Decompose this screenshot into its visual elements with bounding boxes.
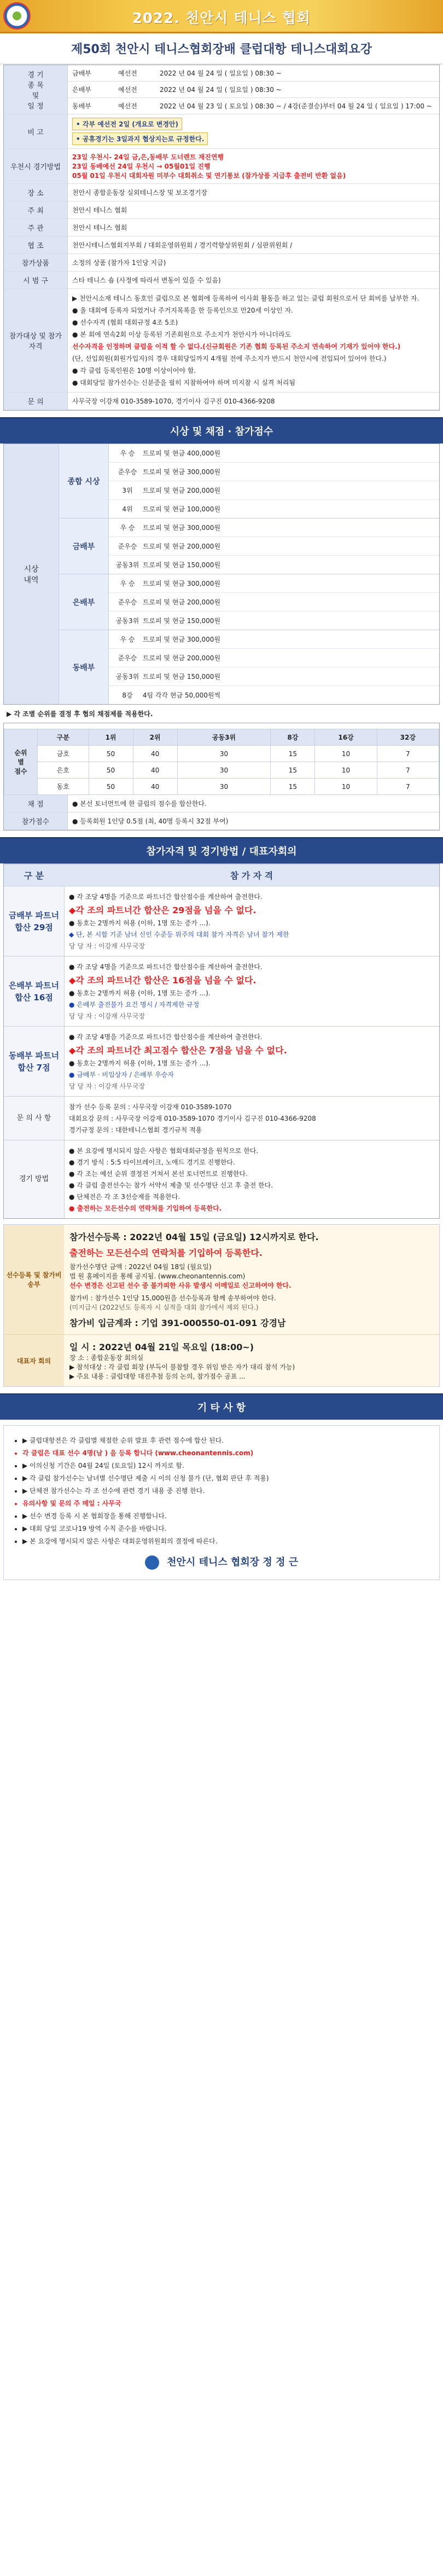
qual-item: ● 금배부 · 비입상자 / 은배부 우승자 [69, 1071, 174, 1079]
event-gold-sub: 예선전 [114, 65, 155, 82]
place: 우 승 [120, 524, 135, 532]
qual-row-bronze [4, 1027, 439, 1097]
place: 우 승 [120, 449, 135, 457]
prize-row [109, 593, 439, 612]
method-label: 경기 방법 [4, 1140, 65, 1218]
qual-item: ● 각 조당 4명을 기준으로 파트너간 합산점수를 계산하여 출전한다. [69, 1033, 263, 1041]
page-title: 제50회 천안시 테니스협회장배 클럽대항 테니스대회요강 [0, 33, 443, 65]
registration-line-2: 법 원 홈페이지를 통해 공지됨. (www.cheonantennis.com) [69, 1272, 246, 1280]
tournament-bronze [59, 630, 439, 704]
qual-item-1: ● 올 대회에 등록자 되었거나 주거지목록을 한 등록인으로 만20세 이상인 자. [72, 307, 293, 314]
points-cell: 40 [133, 779, 177, 795]
method-item: ● 본 요강에 명시되지 않은 사항은 협회대회규정을 원칙으로 한다. [69, 1147, 259, 1155]
qual-item-4: 선수자격을 인정하며 클럽을 이적 할 수 없다.(신규회원은 기존 협회 등록된 주소지 연속하여 기재가 있어야 한다.) [72, 343, 401, 350]
prize: 트로피 및 현금 200,000원 [142, 654, 221, 662]
prize: 트로피 및 현금 400,000원 [142, 449, 221, 457]
prize-row [109, 463, 439, 481]
tournament-name: 종합 시상 [59, 444, 109, 518]
etc-header: 기 타 사 항 [0, 1393, 443, 1420]
etc-item: • 각 클럽은 대표 선수 4명(남 ) 을 등록 합니다 (www.cheonantennis.com) [22, 1448, 430, 1457]
qual-item: ◆각 조의 파트너간 합산은 29점을 넘을 수 없다. [69, 905, 257, 915]
points-cell: 40 [133, 762, 177, 779]
rain-line-1: 23일 동배예선 24일 우천시 → 05월01일 진행 [72, 163, 211, 170]
points-cell: 금호 [38, 746, 89, 762]
tournament-gold [59, 518, 439, 574]
qual-item: ● 동호는 2명까지 허용 (이하, 1명 또는 증가 ...). [69, 919, 211, 927]
event-gold: 금배부 [68, 65, 114, 82]
contact-value: 사무국장 이강재 010-3589-1070 경기이사 김구진 010-4366-9208 [115, 1115, 316, 1122]
coop-value: 천안시테니스협회지부회 / 대회운영위원회 / 경기력향상위원회 / 심판위원회 / [68, 237, 440, 254]
method-item: ● 각 조는 예선 순위 결정전 거쳐서 본선 토너먼트로 진행한다. [69, 1170, 248, 1178]
points-cell: 30 [177, 746, 271, 762]
qual-col-a: 구 분 [24, 871, 44, 881]
prize-row [109, 686, 439, 704]
place: 공동3위 [115, 617, 139, 625]
points-head-4: 8강 [271, 729, 315, 746]
qual-left: 동배부 파트너 합산 7점 [4, 1027, 65, 1096]
meeting-item-0: ▶ 참석대상 : 각 클럽 회장 (부득이 불참할 경우 위임 받은 자가 대리 참석 가능) [69, 1363, 295, 1371]
points-table-sidelabel: 순위 별 점수 [4, 729, 38, 795]
place: 8강 [122, 691, 133, 699]
organizer-value: 천안시 테니스 협회 [68, 219, 440, 237]
overview-section [3, 65, 440, 411]
prize: 트로피 및 현금 300,000원 [142, 468, 221, 476]
prize-label: 시상 내역 [4, 444, 59, 704]
top-banner [0, 0, 443, 33]
registration-account: 참가비 입금계좌 : 기업 391-000550-01-091 강경남 [69, 1318, 286, 1328]
points-cell: 10 [315, 746, 377, 762]
banner-title: 2022. 천안시 테니스 협회 [132, 10, 311, 27]
qual-item: 당 당 자 : 이강재 사무국장 [69, 1082, 145, 1090]
registration-fee-note: (미지급시 (2022년도 등록자 시 실적을 대회 참가에서 제외 된다.) [69, 1304, 259, 1311]
rain-cell [68, 149, 440, 184]
prize: 트로피 및 현금 300,000원 [142, 580, 221, 587]
points-cell: 50 [89, 779, 133, 795]
fee-value: 소정의 상품 (참가자 1인당 지급) [68, 254, 440, 272]
coop-label: 협 조 [4, 237, 68, 254]
rain-label: 우천시 경기방법 [4, 149, 68, 184]
points-head-6: 32강 [377, 729, 439, 746]
registration-line-1: 참가선수명단 금액 : 2022년 04월 18일 (월요일) [69, 1263, 212, 1271]
qual-item: 당 당 자 : 이강재 사무국장 [69, 1012, 145, 1020]
method-item: ● 단체전은 각 조 3선승제를 적용한다. [69, 1193, 180, 1201]
etc-item: • ▶ 선수 변경 등록 시 본 협회장을 통해 진행합니다. [22, 1511, 430, 1520]
rain-line-2: 05월 01일 우천시 대회자원 미부수 대회취소 및 연기통보 (참가상품 지급후 출전비 반환 없음) [72, 172, 346, 180]
place: 4위 [122, 505, 133, 513]
points-head-3: 공동3위 [177, 729, 271, 746]
prize-row [109, 649, 439, 667]
fee-label: 참가상품 [4, 254, 68, 272]
qual-left: 은배부 파트너 합산 16점 [4, 956, 65, 1026]
etc-item: • 유의사항 및 문의 주 메일 : 사무국 [22, 1499, 430, 1508]
points-cell: 10 [315, 762, 377, 779]
points-cell: 은호 [38, 762, 89, 779]
tournament-name: 동배부 [59, 630, 109, 704]
event-silver-time: 2022 년 04 월 24 일 ( 일요일 ) 08:30 ~ [155, 82, 439, 98]
event-bronze-sub: 예선전 [114, 98, 155, 114]
place: 공동3위 [115, 561, 139, 569]
tournament-silver [59, 574, 439, 630]
event-bronze: 동배부 [68, 98, 114, 114]
schedule-label: 경 기 종 목 및 일 정 [4, 65, 68, 114]
contact-label: 문 의 [4, 393, 68, 410]
qual-item: ● 각 조당 4명을 기준으로 파트너간 합산점수를 계산하여 출전한다. [69, 893, 263, 901]
qual-item: ◆각 조의 파트너간 최고점수 합산은 7점을 넘을 수 없다. [69, 1045, 287, 1056]
points-label: 참가점수 [4, 812, 68, 830]
qual-item-0: ▶ 천안시소재 테니스 동호인 클럽으로 본 협회에 등록하여 이사회 활동을 하고 있는 클럽 회원으로서 단 회비를 납부한 자. [72, 295, 419, 302]
prize-row [109, 537, 439, 556]
registration-deadline: 참가선수등록 : 2022년 04월 15일 (금요일) 12시까지로 한다. [69, 1232, 319, 1242]
points-cell: 7 [377, 779, 439, 795]
points-cell: 15 [271, 779, 315, 795]
etc-item: • ▶ 대회 당일 코로나19 방역 수칙 준수를 바랍니다. [22, 1524, 430, 1533]
tournament-name: 금배부 [59, 518, 109, 574]
contact-value: 사무국장 이강재 010-3589-1070, 경기이사 김구진 010-4366-9208 [68, 393, 440, 410]
qual-left: 금배부 파트너 합산 29점 [4, 886, 65, 956]
association-logo-icon [145, 1555, 159, 1570]
points-cell: 동호 [38, 779, 89, 795]
prize: 트로피 및 현금 200,000원 [142, 598, 221, 606]
qual-item-2: ● 선수자격 (협회 대회규정 4조 5조) [72, 319, 178, 326]
place: 준우승 [118, 543, 137, 550]
etc-item: • ▶ 단체전 참가선수는 각 조 선수에 관련 경기 내용 중 진행 한다. [22, 1486, 430, 1495]
points-cell: 10 [315, 779, 377, 795]
prize-row [109, 481, 439, 500]
tournament-name: 은배부 [59, 574, 109, 630]
qual-row-silver [4, 956, 439, 1027]
place: 준우승 [118, 598, 137, 606]
scoring-table [4, 795, 439, 830]
qualification-header: 참가자격 및 경기방법 / 대표자회의 [0, 837, 443, 863]
prize-row [109, 630, 439, 649]
scoring-value: ● 본선 토너먼트에 한 클럽의 점수를 합산한다. [68, 795, 440, 812]
points-head-2: 2위 [133, 729, 177, 746]
event-bronze-time: 2022 년 04 월 23 일 ( 토요일 ) 08:30 ~ / 4강(준결승)부터 04 월 24 일 ( 일요일 ) 17:00 ~ [155, 98, 439, 114]
method-row [4, 1140, 439, 1218]
contact-line [69, 1114, 435, 1123]
contact-value: 사무국장 이강재 010-3589-1070 [132, 1103, 232, 1111]
points-table-section [3, 723, 440, 831]
sponsor-label: 시 범 구 [4, 272, 68, 289]
prize-section [3, 443, 440, 705]
points-value: ● 등록회원 1인당 0.5점 (최, 40명 등록시 32점 부여) [68, 812, 440, 830]
note-pill-1: • 각부 예선전 2일 (개요로 변경안) [72, 118, 182, 130]
prize-row [109, 518, 439, 537]
qualification-cell [68, 289, 440, 393]
points-cell: 40 [133, 746, 177, 762]
qual-item-6: ● 각 클럽 등록인원은 10명 이상이어야 함. [72, 367, 196, 374]
contact-key: 경기규정 문의 : [69, 1126, 114, 1134]
points-cell: 30 [177, 779, 271, 795]
organizer-label: 주 관 [4, 219, 68, 237]
event-silver: 은배부 [68, 82, 114, 98]
signature-text: 천안시 테니스 협회장 정 정 근 [167, 1557, 299, 1568]
etc-item: • ▶ 본 요강에 명시되지 않은 사항은 대회운영위원회의 결정에 따른다. [22, 1536, 430, 1546]
note-cell [68, 114, 440, 149]
registration-must: 출전하는 모든선수의 연락처를 기입하여 등록한다. [69, 1248, 263, 1258]
rain-title: 23일 우천시- 24일 금,은,동배부 도너렌트 재진연행 [72, 153, 224, 161]
prize: 트로피 및 현금 100,000원 [142, 505, 221, 513]
venue-value: 천안시 종합운동장 실외테니스장 및 보조경기장 [68, 184, 440, 201]
points-head-5: 16강 [315, 729, 377, 746]
note-pill-2: • 공휴경기는 3일과지 협상지는로 규정한다. [72, 132, 208, 145]
prize-row [109, 574, 439, 593]
place: 우 승 [120, 636, 135, 643]
etc-section [3, 1425, 440, 1580]
qual-item-3: ● 본 회에 연속2회 이상 등록된 기존회원으로 주소지가 천안시가 아니더라도 [72, 331, 292, 338]
scoring-label: 채 점 [4, 795, 68, 812]
contact-value: 대한테니스협회 경기규칙 적용 [115, 1126, 202, 1134]
points-cell: 50 [89, 762, 133, 779]
qual-item: 당 당 자 : 이강재 사무국장 [69, 942, 145, 950]
prize-row [109, 444, 439, 463]
meeting-time: 일 시 : 2022년 04월 21일 목요일 (18:00~) [69, 1342, 254, 1352]
registration-line-3: 선수 변경은 신고된 선수 중 불가피한 사유 발생시 이메일로 신고하여야 한다. [69, 1282, 292, 1289]
event-gold-time: 2022 년 04 월 24 일 ( 일요일 ) 08:30 ~ [155, 65, 439, 82]
host-label: 주 최 [4, 201, 68, 219]
qual-item-5: (단, 선입회원(회원가입자)의 경우 대회당일까지 4개월 전에 주소지가 반드시 천안시에 전입되어 있어야 한다.) [72, 355, 387, 362]
prize-header: 시상 및 채점 · 참가점수 [0, 417, 443, 443]
etc-item: • ▶ 클럽대항전은 각 클럽별 채점한 순위 발표 후 관련 점수에 합산 된다. [22, 1436, 430, 1445]
prize: 트로피 및 현금 150,000원 [142, 561, 221, 569]
contact-key: 참가 선수 등록 문의 : [69, 1103, 131, 1111]
sponsor-value: 스타 테니스 숍 (사정에 따라서 변동이 있을 수 있음) [68, 272, 440, 289]
contacts-label: 문 의 사 항 [4, 1097, 65, 1140]
prize-row [109, 667, 439, 686]
qual-item: ◆ 단, 본 시합 기준 남녀 신인 수준등 위주의 대회 참가 자격은 남녀 참가 제한 [69, 931, 289, 938]
place: 공동3위 [115, 673, 139, 681]
contact-key: 대회요강 문의 : [69, 1115, 114, 1122]
points-cell: 50 [89, 746, 133, 762]
qual-row-gold [4, 886, 439, 956]
prize-row [109, 500, 439, 518]
place: 준우승 [118, 468, 137, 476]
overview-table [4, 65, 439, 410]
prize: 트로피 및 현금 200,000원 [142, 543, 221, 550]
points-cell: 15 [271, 746, 315, 762]
signature [13, 1554, 430, 1570]
qualification-section [3, 863, 440, 1219]
place: 준우승 [118, 654, 137, 662]
prize: 4팀 각각 현금 50,000원씩 [142, 691, 221, 699]
qual-item: ● 동호는 2명까지 허용 (이하, 1명 또는 증가 ...). [69, 989, 211, 997]
note-label: 비 고 [4, 114, 68, 149]
qualification-label: 참가대상 및 참가자격 [4, 289, 68, 393]
prize: 트로피 및 현금 150,000원 [142, 673, 221, 681]
registration-box [3, 1224, 440, 1387]
contact-line [69, 1125, 435, 1134]
points-cell: 7 [377, 762, 439, 779]
registration-fee: 참가비 : 참가선수 1인당 15,000원을 선수등록과 함께 송부하여야 한다. [69, 1294, 276, 1302]
method-red: ● 출전하는 모든선수의 연락처를 기입하여 등록한다. [69, 1205, 222, 1212]
contact-line [69, 1102, 435, 1111]
points-cell: 30 [177, 762, 271, 779]
meeting-item-1: ▶ 주요 내용 : 클럽대항 대진추첨 등의 논의, 참가점수 공표 ... [69, 1373, 246, 1380]
points-head-1: 1위 [89, 729, 133, 746]
points-head-0: 구분 [38, 729, 89, 746]
points-cell: 15 [271, 762, 315, 779]
prize: 트로피 및 현금 300,000원 [142, 636, 221, 643]
meeting-label: 대표자 회의 [4, 1335, 64, 1386]
event-silver-sub: 예선전 [114, 82, 155, 98]
registration-label: 선수등록 및 참가비 송부 [4, 1225, 64, 1334]
prize: 트로피 및 현금 300,000원 [142, 524, 221, 532]
place: 우 승 [120, 580, 135, 587]
prize: 트로피 및 현금 150,000원 [142, 617, 221, 625]
tournament-overall [59, 444, 439, 518]
host-value: 천안시 테니스 협회 [68, 201, 440, 219]
points-cell: 7 [377, 746, 439, 762]
venue-label: 장 소 [4, 184, 68, 201]
qual-item-7: ● 대회당일 참가선수는 신분증을 필히 지참하여야 하며 미지참 시 실격 처리됨 [72, 379, 295, 387]
qual-col-b: 참 가 자 격 [230, 871, 273, 881]
method-item: ● 경기 방식 : 5:5 타이브레이크, 노애드 경기로 진행한다. [69, 1159, 235, 1166]
place: 3위 [122, 487, 133, 494]
qual-item: ● 각 조당 4명을 기준으로 파트너간 합산점수를 계산하여 출전한다. [69, 963, 263, 971]
etc-item: • ▶ 각 클럽 참가선수는 남녀별 선수명단 제출 시 이의 신청 불가 (단, 협회 판단 후 적용) [22, 1473, 430, 1483]
prize-footnote: ▶ 각 조별 순위를 결정 후 협의 채점제를 적용한다. [7, 710, 153, 718]
prize: 트로피 및 현금 200,000원 [142, 487, 221, 494]
prize-row [109, 612, 439, 630]
qual-item: ● 동호는 2명까지 허용 (이하, 1명 또는 증가 ...). [69, 1059, 211, 1067]
qual-item: ● 은배부 출전불가 요건 명시 / 자격제한 규정 [69, 1001, 200, 1008]
qual-item: ◆각 조의 파트너간 합산은 16점을 넘을 수 없다. [69, 975, 257, 986]
prize-row [109, 556, 439, 574]
contacts-row [4, 1097, 439, 1140]
method-item: ● 각 클럽 출전선수는 참가 서약서 제출 및 선수명단 신고 후 출전 한다. [69, 1182, 273, 1189]
points-table [4, 729, 439, 795]
etc-item: • ▶ 이의신청 기간은 04월 24일 (토요일) 12시 까지로 함. [22, 1461, 430, 1470]
meeting-place: 장 소 : 종합운동장 회의실 [69, 1354, 144, 1362]
